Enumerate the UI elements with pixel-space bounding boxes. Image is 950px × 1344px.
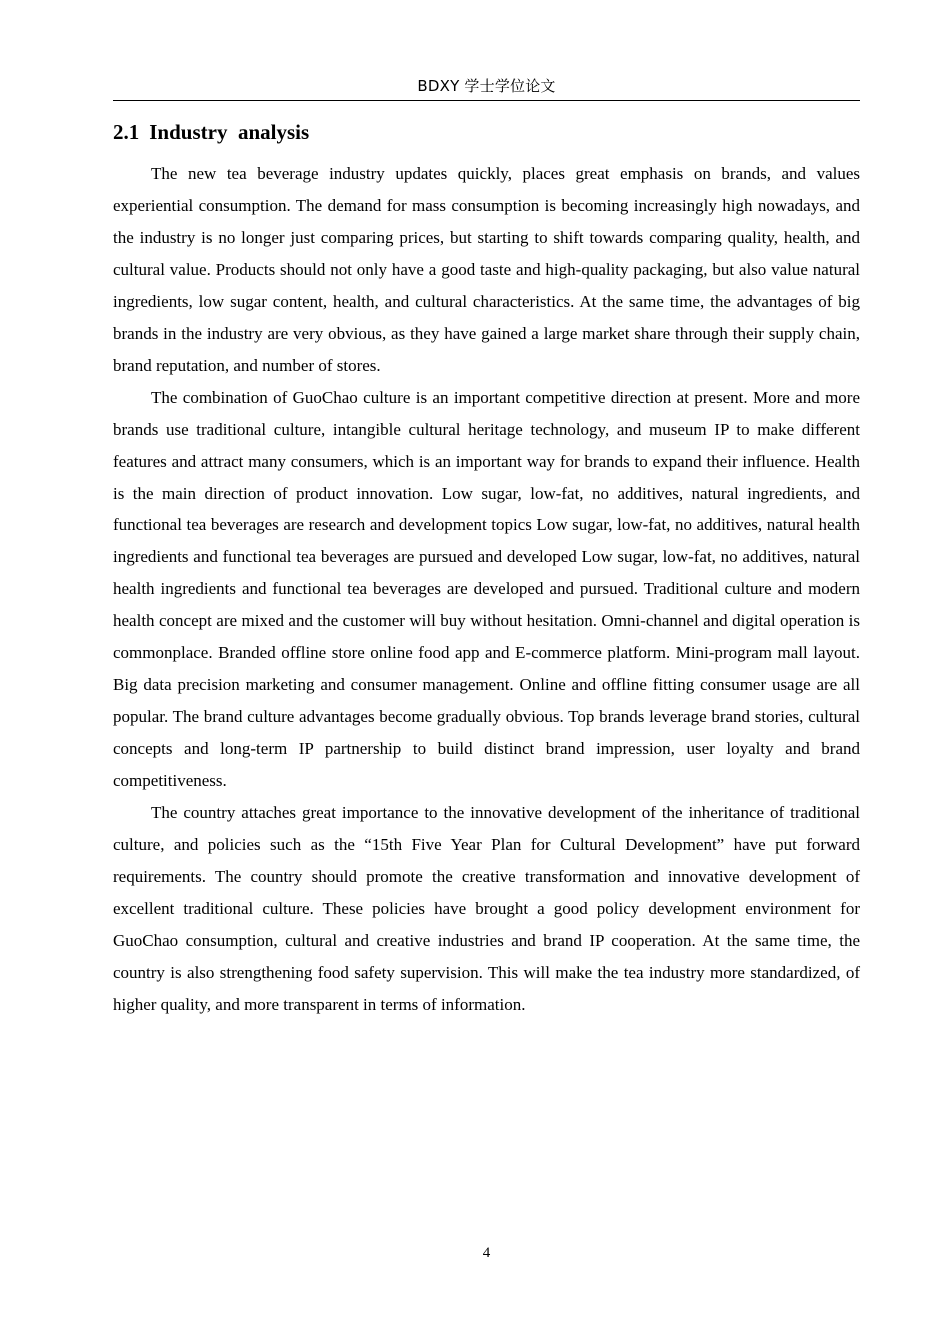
section-heading [113, 118, 309, 146]
body-text [113, 158, 860, 1021]
page-number: 4 [482, 1245, 491, 1261]
paragraph-3: The country attaches great importance to the innovative development of the inheritance of traditional culture, and policies such as the “15th Five Year Plan for Cultural Development” have put forward requirements. The country should promote the creative transformation and innovative development of excellent traditional culture. These policies have brought a good policy development environment for GuoChao consumption, cultural and creative industries and brand IP cooperation. At the same time, the country is also strengthening food safety supervision. This will make the tea industry more standardized, of higher quality, and more transparent in terms of information. [113, 803, 860, 1014]
paragraph-1: The new tea beverage industry updates quickly, places great emphasis on brands, and values experiential consumption. The demand for mass consumption is becoming increasingly high nowadays, and the industry is no longer just comparing prices, but starting to shift towards comparing quality, health, and cultural value. Products should not only have a good taste and high-quality packaging, but also value natural ingredients, low sugar content, health, and cultural characteristics. At the same time, the advantages of big brands in the industry are very obvious, as they have gained a large market share through their supply chain, brand reputation, and number of stores. [113, 164, 860, 375]
header-rule [113, 100, 860, 101]
running-header: BDXY 学士学位论文 [417, 77, 556, 95]
paragraph-2: The combination of GuoChao culture is an important competitive direction at present. More and more brands use traditional culture, intangible cultural heritage technology, and museum IP to make different features and attract many consumers, which is an important way for brands to expand their influence. Health is the main direction of product innovation. Low sugar, low-fat, no additives, natural ingredients, and functional tea beverages are research and development topics Low sugar, low-fat, no additives, natural health ingredients and functional tea beverages are pursued and developed Low sugar, low-fat, no additives, natural health ingredients and functional tea beverages are developed and pursued. Traditional culture and modern health concept are mixed and the customer will buy without hesitation. Omni-channel and digital operation is commonplace. Branded offline store online food app and E-commerce platform. Mini-program mall layout. Big data precision marketing and consumer management. Online and offline fitting consumer usage are all popular. The brand culture advantages become gradually obvious. Top brands leverage brand stories, cultural concepts and long-term IP partnership to build distinct brand impression, user loyalty and brand competitiveness. [113, 387, 860, 791]
section-number: 2.1 [113, 120, 140, 144]
section-title: Industry analysis [149, 120, 310, 144]
